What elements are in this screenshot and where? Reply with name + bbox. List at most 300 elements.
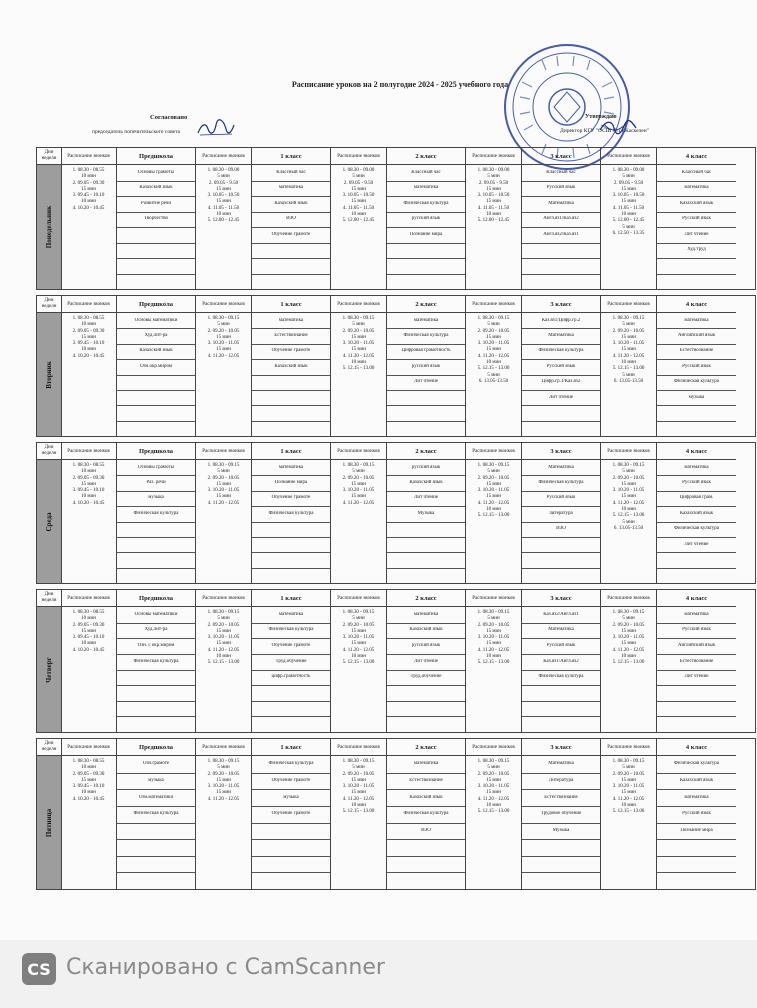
subject-cell: Лит чтение xyxy=(549,394,573,400)
bell-times: 1. 08.30 - 08.55 10 мин 2. 09.05 - 09.30 15 мин 3. 09.45 - 10.10 10 мин 4. 10.20 - 10.45 xyxy=(72,316,105,359)
day-name: Вторник xyxy=(45,360,53,389)
row-divider xyxy=(522,243,600,244)
row-divider xyxy=(522,227,600,228)
subject-cell: математика xyxy=(684,794,709,800)
row-divider xyxy=(117,258,195,259)
subject-cell: математика xyxy=(684,611,709,617)
row-divider xyxy=(387,537,465,538)
class-header: Предшкола xyxy=(117,296,195,313)
row-divider xyxy=(387,227,465,228)
subject-rows xyxy=(657,165,736,289)
row-divider xyxy=(387,623,465,624)
subject-rows xyxy=(522,756,600,889)
bell-column xyxy=(61,739,117,889)
subject-rows xyxy=(117,756,195,889)
subject-rows xyxy=(522,607,600,732)
subject-cell: Естествознание xyxy=(409,777,443,783)
subject-cell: Обучение грамоте xyxy=(271,777,311,783)
council-signature xyxy=(196,119,236,137)
subject-column-class2 xyxy=(387,739,466,889)
row-divider xyxy=(387,359,465,360)
subject-cell: Физическая культура xyxy=(133,510,179,516)
day-block xyxy=(36,295,756,437)
bell-column xyxy=(601,739,657,889)
subject-column-class4 xyxy=(657,443,736,583)
bell-column-header: Расписание звонков xyxy=(331,296,386,313)
day-grid xyxy=(61,590,755,732)
row-divider xyxy=(522,375,600,376)
row-divider xyxy=(522,537,600,538)
row-divider xyxy=(657,806,736,807)
class-header: 3 класс xyxy=(522,296,600,313)
row-divider xyxy=(657,243,736,244)
subject-column-class3 xyxy=(522,296,601,436)
row-divider xyxy=(522,506,600,507)
subject-cell: Русский язык xyxy=(682,627,711,633)
subject-cell: цифр.грамотность xyxy=(271,674,311,680)
subject-cell: Озн.математики xyxy=(138,794,174,800)
row-divider xyxy=(252,872,330,873)
subject-column-preschool xyxy=(117,148,196,289)
row-divider xyxy=(522,654,600,655)
bell-column-header: Расписание звонков xyxy=(61,739,116,756)
subject-cell: Лит чтение xyxy=(684,674,709,680)
subject-cell: математика xyxy=(413,611,439,617)
day-column-header: Дни недели xyxy=(37,739,61,756)
subject-cell: математика xyxy=(278,185,304,191)
row-divider xyxy=(252,773,330,774)
subject-cell: ИЗО xyxy=(556,526,566,532)
row-divider xyxy=(657,491,736,492)
class-header: 4 класс xyxy=(657,296,736,313)
subject-cell: Физическая культура xyxy=(538,348,584,354)
bell-column-header: Расписание звонков xyxy=(196,296,251,313)
row-divider xyxy=(387,344,465,345)
bell-column-header: Расписание звонков xyxy=(601,443,656,460)
subject-cell: Познание мира xyxy=(680,827,713,833)
row-divider xyxy=(387,421,465,422)
row-divider xyxy=(252,375,330,376)
row-divider xyxy=(252,258,330,259)
subject-cell: Классный час xyxy=(276,169,306,175)
subject-cell: Казахский язык xyxy=(274,363,308,369)
subject-cell: Худ.лит-ра xyxy=(144,627,168,633)
subject-cell: Русский язык xyxy=(546,643,576,649)
bell-column-header: Расписание звонков xyxy=(601,148,656,165)
row-divider xyxy=(117,872,195,873)
subject-rows xyxy=(387,756,465,889)
subject-rows xyxy=(657,756,736,889)
subject-cell: Физическая культура xyxy=(133,658,179,664)
row-divider xyxy=(117,806,195,807)
row-divider xyxy=(657,789,736,790)
subject-cell: Физическая культура xyxy=(673,761,720,767)
row-divider xyxy=(522,856,600,857)
subject-cell: Обучение грамоте xyxy=(271,348,311,354)
subject-cell: Русский язык xyxy=(682,363,711,369)
day-column-body xyxy=(37,460,61,583)
day-block xyxy=(36,147,756,290)
day-column xyxy=(37,443,62,583)
subject-cell: Труд.обучение xyxy=(410,674,442,680)
subject-cell: Цифр.гр.1/Каз.яз2 xyxy=(541,379,581,385)
row-divider xyxy=(252,789,330,790)
bell-column-header: Расписание звонков xyxy=(196,148,251,165)
row-divider xyxy=(117,491,195,492)
subject-cell: Основы грамоты xyxy=(138,169,174,175)
subject-cell: Обучение грамоте xyxy=(271,811,311,817)
bell-column-header: Расписание звонков xyxy=(466,148,521,165)
row-divider xyxy=(252,196,330,197)
row-divider xyxy=(117,243,195,244)
row-divider xyxy=(657,421,736,422)
bell-column-header: Расписание звонков xyxy=(61,590,116,607)
row-divider xyxy=(252,227,330,228)
row-divider xyxy=(387,701,465,702)
bell-column xyxy=(331,296,387,436)
subject-rows xyxy=(117,313,195,436)
bell-column xyxy=(466,443,522,583)
row-divider xyxy=(387,522,465,523)
row-divider xyxy=(657,638,736,639)
row-divider xyxy=(117,274,195,275)
row-divider xyxy=(117,196,195,197)
row-divider xyxy=(657,181,736,182)
subject-column-preschool xyxy=(117,739,196,889)
row-divider xyxy=(387,258,465,259)
day-name: Пятница xyxy=(45,808,53,837)
bell-times: 1. 08.30 - 09.15 5 мин 2. 09.20 - 10.05 15 мин 3. 10.20 - 11.05 15 мин 4. 11.20 - 12.05 10 мин 5. 12.15 - 13.00 5 мин 6. 13.05-13.50 xyxy=(612,316,645,384)
day-column xyxy=(37,590,62,732)
subject-cell: музыка xyxy=(148,495,164,501)
row-divider xyxy=(117,839,195,840)
row-divider xyxy=(252,405,330,406)
bell-column-header: Расписание звонков xyxy=(601,590,656,607)
row-divider xyxy=(252,670,330,671)
row-divider xyxy=(387,506,465,507)
row-divider xyxy=(387,390,465,391)
subject-cell: музыка xyxy=(148,777,164,783)
subject-cell: Русский язык xyxy=(546,185,576,191)
bell-times: 1. 08.30 - 09.15 5 мин 2. 09.20 - 10.05 15 мин 3. 10.20 - 11.05 15 мин 4. 11.20 - 12.05 10 мин 5. 12.15 - 13.00 xyxy=(342,759,375,815)
bell-times: 1. 08.30 - 09.15 5 мин 2. 09.20 - 10.05 15 мин 3. 10.20 - 11.05 15 мин 4. 11.20 - 12.05 10 мин 5. 12.15 - 13.00 xyxy=(477,610,510,666)
subject-cell: Физическая культура xyxy=(538,674,584,680)
subject-column-class1 xyxy=(252,148,331,289)
bell-column-header: Расписание звонков xyxy=(331,739,386,756)
row-divider xyxy=(657,685,736,686)
day-column xyxy=(37,739,62,889)
bell-times: 1. 08.30 - 09.15 5 мин 2. 09.20 - 10.05 15 мин 3. 10.20 - 11.05 15 мин 4. 11.20 - 12.05 10 мин 5. 12.15 - 13.00 5 мин 6. 13.05-13.50 xyxy=(477,316,510,384)
row-divider xyxy=(657,839,736,840)
row-divider xyxy=(657,670,736,671)
bell-column xyxy=(466,296,522,436)
subject-cell: русский язык xyxy=(411,216,441,222)
row-divider xyxy=(252,568,330,569)
row-divider xyxy=(387,670,465,671)
row-divider xyxy=(117,181,195,182)
row-divider xyxy=(387,274,465,275)
subject-cell: Цифровая грам. xyxy=(679,495,714,501)
row-divider xyxy=(522,196,600,197)
subject-cell: Естествознание xyxy=(274,333,308,339)
day-column-header: Дни недели xyxy=(37,590,61,607)
subject-cell: Естествознание xyxy=(544,794,578,800)
row-divider xyxy=(117,623,195,624)
row-divider xyxy=(252,421,330,422)
subject-cell: Казахский язык xyxy=(139,348,173,354)
row-divider xyxy=(252,212,330,213)
bell-column-header: Расписание звонков xyxy=(61,296,116,313)
subject-cell: Казахский язык xyxy=(409,794,443,800)
class-header: 2 класс xyxy=(387,296,465,313)
bell-column xyxy=(601,296,657,436)
row-divider xyxy=(387,773,465,774)
day-grid xyxy=(61,296,755,436)
subject-rows xyxy=(387,313,465,436)
row-divider xyxy=(657,258,736,259)
subject-rows xyxy=(252,313,330,436)
subject-cell: математика xyxy=(278,317,304,323)
row-divider xyxy=(522,839,600,840)
bell-times: 1. 08.30 - 09.15 5 мин 2. 09.20 - 10.05 15 мин 3. 10.20 - 11.05 15 мин 4. 11.20 - 12.05 10 мин 5. 12.15 - 13.00 xyxy=(612,610,645,666)
class-header: 3 класс xyxy=(522,590,600,607)
subject-rows xyxy=(387,607,465,732)
subject-cell: Каз.яз1/Цифр.гр.2 xyxy=(541,317,581,323)
subject-cell: Худ.труд xyxy=(687,247,706,253)
row-divider xyxy=(252,638,330,639)
row-divider xyxy=(522,568,600,569)
bell-column-header: Расписание звонков xyxy=(466,443,521,460)
subject-cell: Англ.яз1/Каз.яз2 xyxy=(543,216,579,222)
scanner-caption: Сканировано с CamScanner xyxy=(66,955,385,980)
subject-cell: Физическая культура xyxy=(268,761,314,767)
subject-cell: математика xyxy=(684,185,709,191)
subject-column-class3 xyxy=(522,443,601,583)
day-column-body xyxy=(37,165,61,289)
subject-cell: Русский язык xyxy=(682,216,711,222)
subject-cell: Труд.обучение xyxy=(275,658,307,664)
bell-times: 1. 08.30 - 09.15 5 мин 2. 09.20 - 10.05 15 мин 3. 10.20 - 11.05 15 мин 4. 11.20 - 12.05 10 мин 5. 12.15 - 13.00 xyxy=(342,610,375,666)
day-column-header: Дни недели xyxy=(37,296,61,313)
subject-column-class3 xyxy=(522,148,601,289)
subject-cell: Лит чтение xyxy=(684,231,709,237)
row-divider xyxy=(657,405,736,406)
bell-column xyxy=(61,590,117,732)
class-header: 3 класс xyxy=(522,443,600,460)
row-divider xyxy=(657,568,736,569)
class-header: 2 класс xyxy=(387,590,465,607)
row-divider xyxy=(387,872,465,873)
subject-cell: Казахский язык xyxy=(409,627,443,633)
bell-times: 1. 08.30 - 09.15 5 мин 2. 09.20 - 10.05 15 мин 3. 10.20 - 11.05 15 мин 4. 11.20 - 12.05 xyxy=(207,463,240,506)
subject-cell: Русский язык xyxy=(682,480,711,486)
subject-cell: музыка xyxy=(283,794,299,800)
row-divider xyxy=(252,344,330,345)
bell-column-header: Расписание звонков xyxy=(196,590,251,607)
bell-column xyxy=(196,148,252,289)
class-header: 2 класс xyxy=(387,443,465,460)
row-divider xyxy=(522,475,600,476)
row-divider xyxy=(522,872,600,873)
row-divider xyxy=(657,506,736,507)
subject-cell: Озн. с окр.миром xyxy=(137,643,175,649)
row-divider xyxy=(117,716,195,717)
subject-cell: Музыка xyxy=(417,510,435,516)
row-divider xyxy=(522,421,600,422)
subject-rows xyxy=(657,460,736,583)
row-divider xyxy=(252,328,330,329)
row-divider xyxy=(252,475,330,476)
row-divider xyxy=(522,212,600,213)
row-divider xyxy=(522,789,600,790)
row-divider xyxy=(387,405,465,406)
row-divider xyxy=(117,685,195,686)
subject-column-class3 xyxy=(522,590,601,732)
row-divider xyxy=(387,491,465,492)
subject-cell: Физическая культура xyxy=(673,379,720,385)
director-line: Директор КГУ "ОСШ №1 г.Каскелен" xyxy=(560,128,649,134)
row-divider xyxy=(387,181,465,182)
subject-column-class2 xyxy=(387,443,466,583)
row-divider xyxy=(657,701,736,702)
subject-cell: Физическая культура xyxy=(133,811,179,817)
row-divider xyxy=(657,537,736,538)
subject-cell: Физическая культура xyxy=(403,333,449,339)
bell-column xyxy=(196,590,252,732)
class-header: 3 класс xyxy=(522,148,600,165)
row-divider xyxy=(252,537,330,538)
subject-column-class4 xyxy=(657,296,736,436)
class-header: Предшкола xyxy=(117,590,195,607)
subject-cell: Каз.яз1/Англ.яз2 xyxy=(543,658,579,664)
bell-column-header: Расписание звонков xyxy=(466,590,521,607)
subject-cell: Лит чтение xyxy=(684,541,709,547)
subject-cell: Естествознание xyxy=(679,348,714,354)
row-divider xyxy=(252,806,330,807)
row-divider xyxy=(117,212,195,213)
row-divider xyxy=(117,552,195,553)
document-title: Расписание уроков на 2 полугодие 2024 - 2025 учебного года xyxy=(291,80,509,89)
row-divider xyxy=(117,773,195,774)
class-header: 1 класс xyxy=(252,739,330,756)
subject-column-preschool xyxy=(117,443,196,583)
subject-cell: русский язык xyxy=(411,464,441,470)
row-divider xyxy=(387,552,465,553)
bell-column xyxy=(466,590,522,732)
row-divider xyxy=(117,328,195,329)
subject-cell: Математика xyxy=(548,627,574,633)
subject-cell: Казахский язык xyxy=(139,185,173,191)
subject-cell: Музыка xyxy=(552,827,570,833)
bell-times: 1. 08.30 - 09.15 5 мин 2. 09.20 - 10.05 15 мин 3. 10.20 - 11.05 15 мин 4. 11.20 - 12.05 10 мин 5. 12.15 - 13.00 5 мин 6. 13.05-13.50 xyxy=(612,463,645,531)
row-divider xyxy=(387,375,465,376)
day-column-header: Дни недели xyxy=(37,148,61,165)
bell-times: 1. 08.30 - 08.55 10 мин 2. 09.05 - 09.30 15 мин 3. 09.45 - 10.10 10 мин 4. 10.20 - 10.45 xyxy=(72,168,105,211)
subject-column-class4 xyxy=(657,148,736,289)
subject-cell: Основы математики xyxy=(134,317,178,323)
row-divider xyxy=(252,685,330,686)
row-divider xyxy=(387,789,465,790)
bell-column xyxy=(196,739,252,889)
bell-column xyxy=(331,739,387,889)
row-divider xyxy=(387,196,465,197)
bell-times: 1. 08.30 - 08.55 10 мин 2. 09.05 - 09.30 15 мин 3. 09.45 - 10.10 10 мин 4. 10.20 - 10.45 xyxy=(72,610,105,653)
row-divider xyxy=(117,344,195,345)
council-chair-line: председатель попечительского совета xyxy=(92,129,180,135)
subject-cell: музыка xyxy=(688,394,705,400)
class-header: 2 класс xyxy=(387,148,465,165)
camscanner-logo: CS xyxy=(22,953,56,985)
subject-column-class1 xyxy=(252,739,331,889)
day-block xyxy=(36,589,756,733)
bell-times: 1. 08.30 - 09.15 5 мин 2. 09.20 - 10.05 15 мин 3. 10.20 - 11.05 15 мин 4. 11.20 - 12.05 10 мин 5. 12.15 - 13.00 xyxy=(612,759,645,815)
day-column-header: Дни недели xyxy=(37,443,61,460)
subject-rows xyxy=(657,313,736,436)
subject-cell: Казахский язык xyxy=(679,777,714,783)
row-divider xyxy=(252,552,330,553)
row-divider xyxy=(657,623,736,624)
subject-cell: Физическая культура xyxy=(538,480,584,486)
bell-times: 1. 08.30 - 09.00 5 мин 2. 09.05 - 9.50 15 мин 3. 10.05 - 10.50 15 мин 4. 11.05 - 11.50 10 мин 5. 12.00 - 12.45 xyxy=(207,168,240,224)
bell-times: 1. 08.30 - 09.15 5 мин 2. 09.20 - 10.05 15 мин 3. 10.20 - 11.05 15 мин 4. 11.20 - 12.05 10 мин 5. 12.15 - 13.00 xyxy=(342,316,375,372)
subject-column-class2 xyxy=(387,590,466,732)
subject-cell: Классный час xyxy=(681,169,712,175)
subject-cell: Обучение грамоте xyxy=(271,643,311,649)
class-header: 4 класс xyxy=(657,590,736,607)
bell-column-header: Расписание звонков xyxy=(196,443,251,460)
row-divider xyxy=(522,405,600,406)
row-divider xyxy=(387,638,465,639)
subject-cell: Основы математики xyxy=(134,611,178,617)
bell-times: 1. 08.30 - 08.55 10 мин 2. 09.05 - 09.30 15 мин 3. 09.45 - 10.10 10 мин 4. 10.20 - 10.45 xyxy=(72,463,105,506)
subject-cell: Математика xyxy=(548,333,574,339)
row-divider xyxy=(522,670,600,671)
subject-cell: Классный час xyxy=(411,169,441,175)
subject-rows xyxy=(117,607,195,732)
day-column-body xyxy=(37,607,61,732)
subject-cell: Английский язык xyxy=(677,643,716,649)
subject-cell: Каз.яз2/Англ.яз1 xyxy=(543,611,579,617)
bell-times: 1. 08.30 - 09.15 5 мин 2. 09.20 - 10.05 15 мин 3. 10.20 - 11.05 15 мин 4. 11.20 - 12.05 10 мин 5. 12.15 - 13.00 xyxy=(207,610,240,666)
row-divider xyxy=(657,196,736,197)
bell-column xyxy=(601,590,657,732)
class-header: 1 класс xyxy=(252,148,330,165)
subject-cell: Раз. речи xyxy=(146,480,166,486)
class-header: Предшкола xyxy=(117,443,195,460)
row-divider xyxy=(117,405,195,406)
row-divider xyxy=(252,491,330,492)
bell-column xyxy=(601,148,657,289)
row-divider xyxy=(522,552,600,553)
row-divider xyxy=(657,390,736,391)
bell-column-header: Расписание звонков xyxy=(466,296,521,313)
row-divider xyxy=(522,344,600,345)
row-divider xyxy=(522,491,600,492)
row-divider xyxy=(117,638,195,639)
row-divider xyxy=(522,181,600,182)
row-divider xyxy=(522,701,600,702)
row-divider xyxy=(522,522,600,523)
row-divider xyxy=(117,701,195,702)
subject-cell: Математика xyxy=(548,761,574,767)
subject-cell: математика xyxy=(278,611,304,617)
row-divider xyxy=(252,359,330,360)
row-divider xyxy=(522,638,600,639)
row-divider xyxy=(117,568,195,569)
day-name: Среда xyxy=(45,511,53,532)
bell-times: 1. 08.30 - 09.15 5 мин 2. 09.20 - 10.05 15 мин 3. 10.20 - 11.05 15 мин 4. 11.20 - 12.05 xyxy=(207,759,240,802)
row-divider xyxy=(387,654,465,655)
